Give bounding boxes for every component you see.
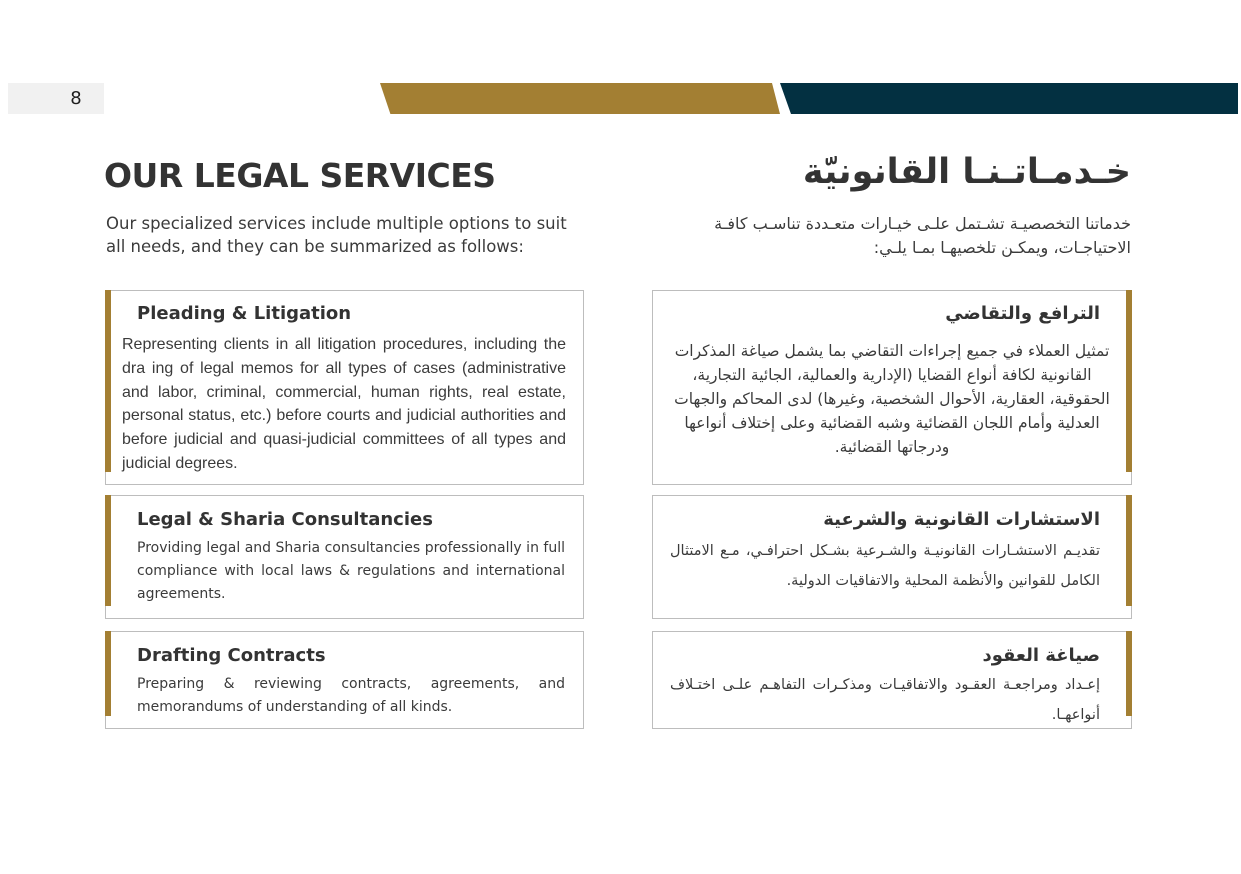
header-navy-block: [780, 83, 1238, 114]
service-card-consultancies-en: [105, 495, 584, 619]
service-title: Pleading & Litigation: [137, 303, 352, 324]
service-description: تقديـم الاستشـارات القانونيـة والشـرعية بشـكل احترافـي، مـع الامتثال الكامل للقوانين والأنظمة المحلية والاتفاقيات الدولية.: [670, 543, 1100, 589]
card-accent-bar: [105, 631, 111, 716]
service-card-pleading-en: [105, 290, 584, 485]
page-title-arabic: خـدمـاتـنـا القانونيّة: [802, 152, 1131, 192]
page-number: 8: [70, 88, 82, 109]
card-accent-bar: [1126, 290, 1132, 472]
service-description: تمثيل العملاء في جميع إجراءات التقاضي بما يشمل صياغة المذكرات القانونية لكافة أنواع القضايا (الإدارية والعمالية، الجائية التجارية، الحقوقية، العقارية، الأحوال الشخصية، وغيرها) لدى المحاكم والجهات العدلية وأمام اللجان القضائية وشبه القضائية وعلى إختلاف أنواعها ودرجاتها القضائية.: [674, 342, 1110, 456]
service-card-consultancies-ar: [652, 495, 1132, 619]
service-title: الاستشارات القانونية والشرعية: [823, 509, 1100, 530]
service-card-pleading-ar: [652, 290, 1132, 485]
service-title: الترافع والتقاضي: [945, 303, 1100, 324]
service-title: Drafting Contracts: [137, 645, 326, 666]
card-accent-bar: [105, 290, 111, 472]
page-title-english: OUR LEGAL SERVICES: [104, 156, 496, 195]
header-gold-block: [380, 83, 780, 114]
card-accent-bar: [1126, 495, 1132, 606]
service-card-contracts-en: [105, 631, 584, 729]
card-accent-bar: [105, 495, 111, 606]
service-description: Providing legal and Sharia consultancies professionally in full compliance with local laws & regulations and international agreements.: [137, 540, 565, 602]
service-description: Representing clients in all litigation procedures, including the dra ing of legal memos for all types of cases (administrative and labor, criminal, commercial, human rights, real estate, personal status, etc.) before courts and judicial authorities and before judicial and quasi-judicial committees of all types and judicial degrees.: [122, 336, 566, 472]
service-title: Legal & Sharia Consultancies: [137, 509, 433, 530]
service-description: Preparing & reviewing contracts, agreements, and memorandums of understanding of all kinds.: [137, 676, 565, 715]
service-description: إعـداد ومراجعـة العقـود والاتفاقيـات ومذكـرات التفاهـم علـى اختـلاف أنواعهـا.: [670, 677, 1100, 723]
intro-arabic: خدماتنا التخصصيـة تشـتمل علـى خيـارات متعـددة تناسـب كافـة الاحتياجـات، ويمكـن تلخصيهـا بمـا يلـي:: [714, 214, 1131, 257]
header-band: [0, 83, 1241, 114]
service-title: صياغة العقود: [982, 645, 1100, 666]
card-accent-bar: [1126, 631, 1132, 716]
service-card-contracts-ar: [652, 631, 1132, 729]
intro-english: Our specialized services include multiple options to suit all needs, and they can be summarized as follows:: [106, 214, 567, 256]
